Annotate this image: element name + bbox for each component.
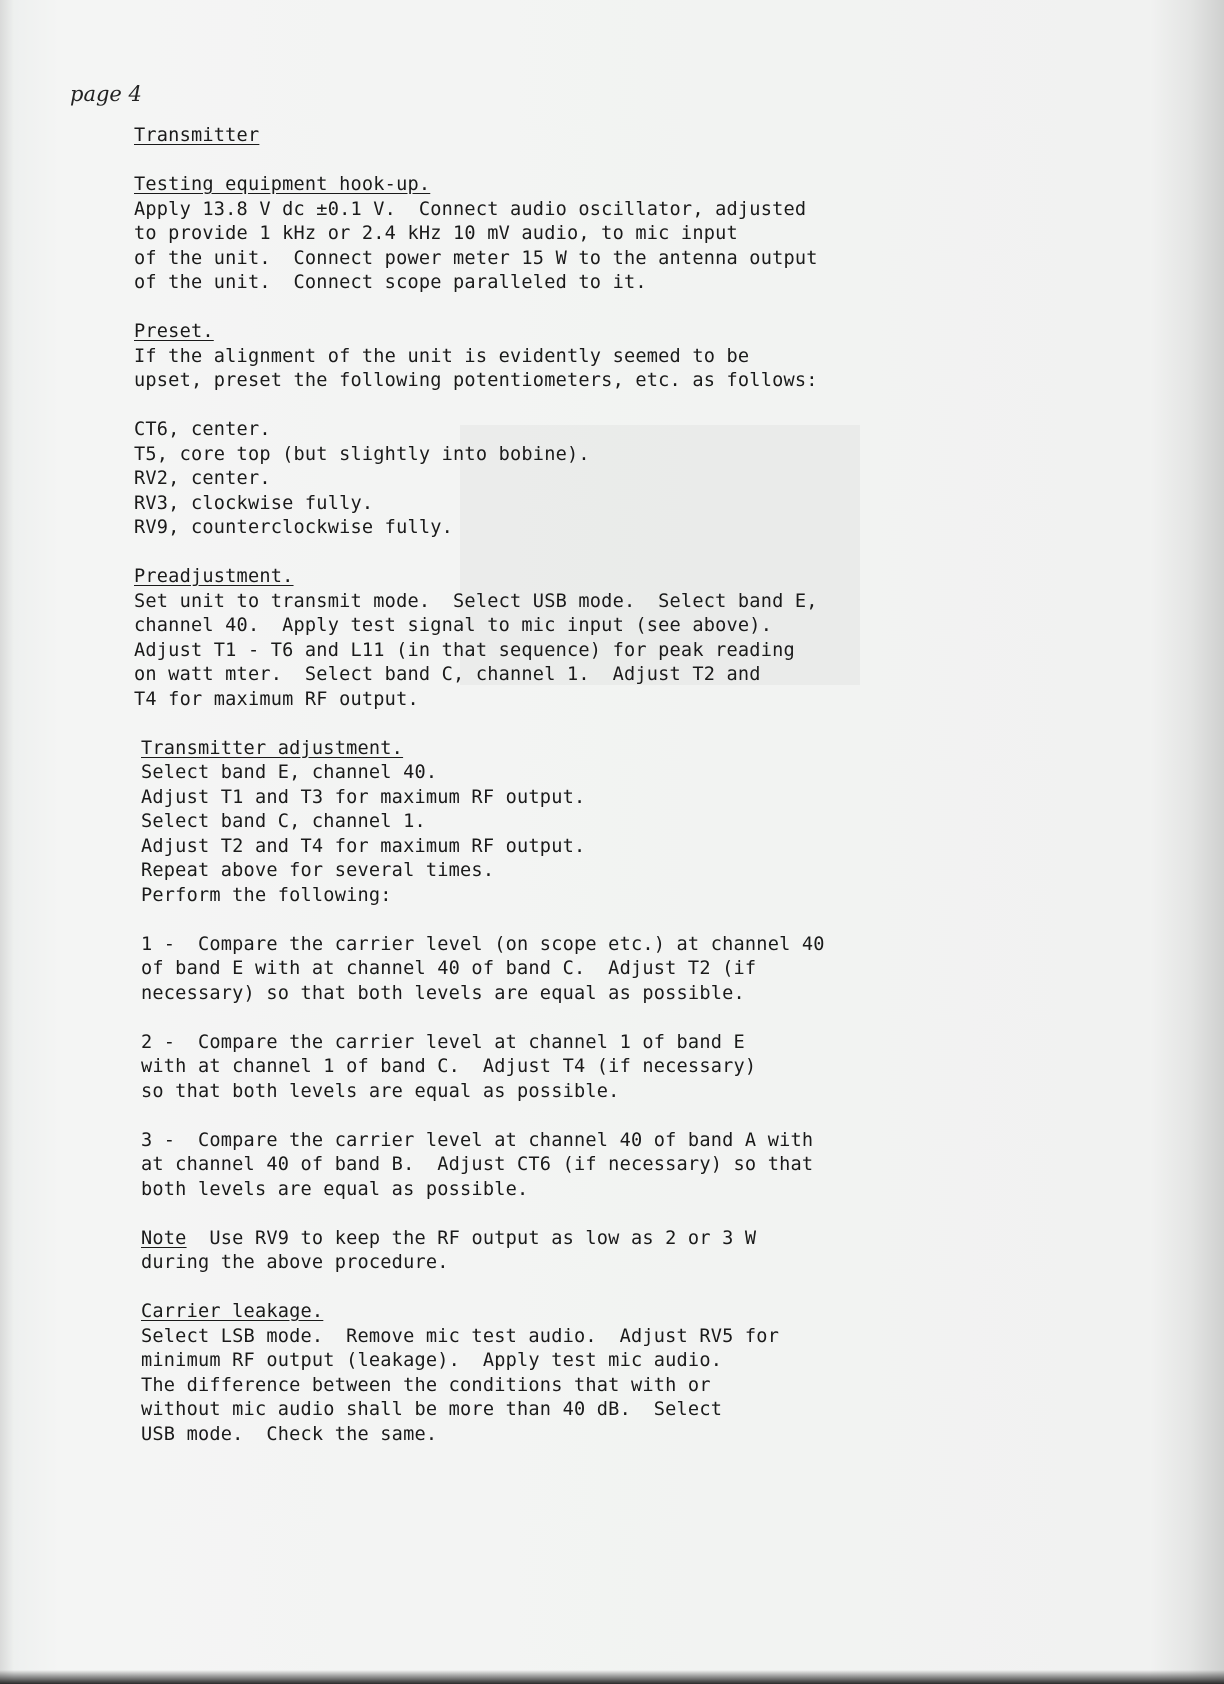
text-line: on watt mter. Select band C, channel 1. Adjust T2 and xyxy=(134,664,761,685)
text-line: RV2, center. xyxy=(134,468,271,489)
text-line: If the alignment of the unit is evidently seemed to be xyxy=(134,345,750,367)
note-label: Note xyxy=(141,1227,187,1249)
page-number-label: page 4 xyxy=(70,82,142,106)
text-line: of the unit. Connect power meter 15 W to the antenna output xyxy=(134,247,818,269)
text-line: The difference between the conditions that with or xyxy=(141,1374,711,1396)
text-line: of band E with at channel 40 of band C. Adjust T2 (if xyxy=(141,958,757,979)
blank-line xyxy=(134,394,1134,419)
blank-line xyxy=(134,1104,1134,1129)
text-line: minimum RF output (leakage). Apply test mic audio. xyxy=(141,1350,723,1371)
text-line: 2 - Compare the carrier level at channel 1 of band E xyxy=(141,1031,745,1053)
text-line: RV3, clockwise fully. xyxy=(134,492,374,514)
text-line: Set unit to transmit mode. Select USB mode. Select band E, xyxy=(134,590,818,612)
blank-line xyxy=(134,149,1134,174)
blank-line xyxy=(134,296,1134,321)
text-line: Adjust T1 and T3 for maximum RF output. xyxy=(141,786,586,808)
text-line: CT6, center. xyxy=(134,419,271,440)
text-line: necessary) so that both levels are equal as possible. xyxy=(141,982,745,1004)
blank-line xyxy=(134,908,1134,933)
blank-line xyxy=(134,1006,1134,1031)
section-heading: Transmitter xyxy=(134,125,260,146)
text-line: both levels are equal as possible. xyxy=(141,1178,529,1200)
blank-line xyxy=(134,712,1134,737)
section-heading: Transmitter adjustment. xyxy=(141,737,404,759)
section-heading: Preadjustment. xyxy=(134,566,294,587)
text-line: T5, core top (but slightly into bobine). xyxy=(134,443,590,465)
text-line: at channel 40 of band B. Adjust CT6 (if necessary) so that xyxy=(141,1154,814,1175)
text-line: Select LSB mode. Remove mic test audio. Adjust RV5 for xyxy=(141,1325,780,1347)
text-line: of the unit. Connect scope paralleled to it. xyxy=(134,272,647,293)
text-line: channel 40. Apply test signal to mic input (see above). xyxy=(134,615,773,636)
note-line xyxy=(134,1227,1134,1252)
blank-line xyxy=(134,1202,1134,1227)
text-line: T4 for maximum RF output. xyxy=(134,688,419,710)
text-line: so that both levels are equal as possible. xyxy=(141,1080,620,1102)
text-line: upset, preset the following potentiometers, etc. as follows: xyxy=(134,370,818,391)
text-line: Select band E, channel 40. xyxy=(141,762,438,783)
blank-line xyxy=(134,541,1134,566)
text-line: Adjust T1 - T6 and L11 (in that sequence) for peak reading xyxy=(134,639,795,661)
text-line: USB mode. Check the same. xyxy=(141,1423,438,1445)
text-line: Select band C, channel 1. xyxy=(141,811,426,832)
text-line: 1 - Compare the carrier level (on scope etc.) at channel 40 xyxy=(141,933,825,955)
text-line: Adjust T2 and T4 for maximum RF output. xyxy=(141,835,586,857)
section-heading: Testing equipment hook-up. xyxy=(134,174,431,195)
section-heading: Preset. xyxy=(134,321,214,342)
text-line: 3 - Compare the carrier level at channel 40 of band A with xyxy=(141,1129,814,1151)
text-line: Apply 13.8 V dc ±0.1 V. Connect audio oscillator, adjusted xyxy=(134,198,807,220)
text-line: with at channel 1 of band C. Adjust T4 (if necessary) xyxy=(141,1056,757,1077)
note-text: Use RV9 to keep the RF output as low as 2 or 3 W xyxy=(186,1227,757,1249)
text-line: during the above procedure. xyxy=(141,1252,449,1273)
text-line: Repeat above for several times. xyxy=(141,860,495,881)
text-line: to provide 1 kHz or 2.4 kHz 10 mV audio, to mic input xyxy=(134,223,738,244)
blank-line xyxy=(134,1276,1134,1301)
text-line: without mic audio shall be more than 40 dB. Select xyxy=(141,1399,723,1420)
document-body xyxy=(134,124,1134,1447)
text-line: RV9, counterclockwise fully. xyxy=(134,517,454,538)
text-line: Perform the following: xyxy=(141,884,392,906)
section-heading: Carrier leakage. xyxy=(141,1301,324,1322)
